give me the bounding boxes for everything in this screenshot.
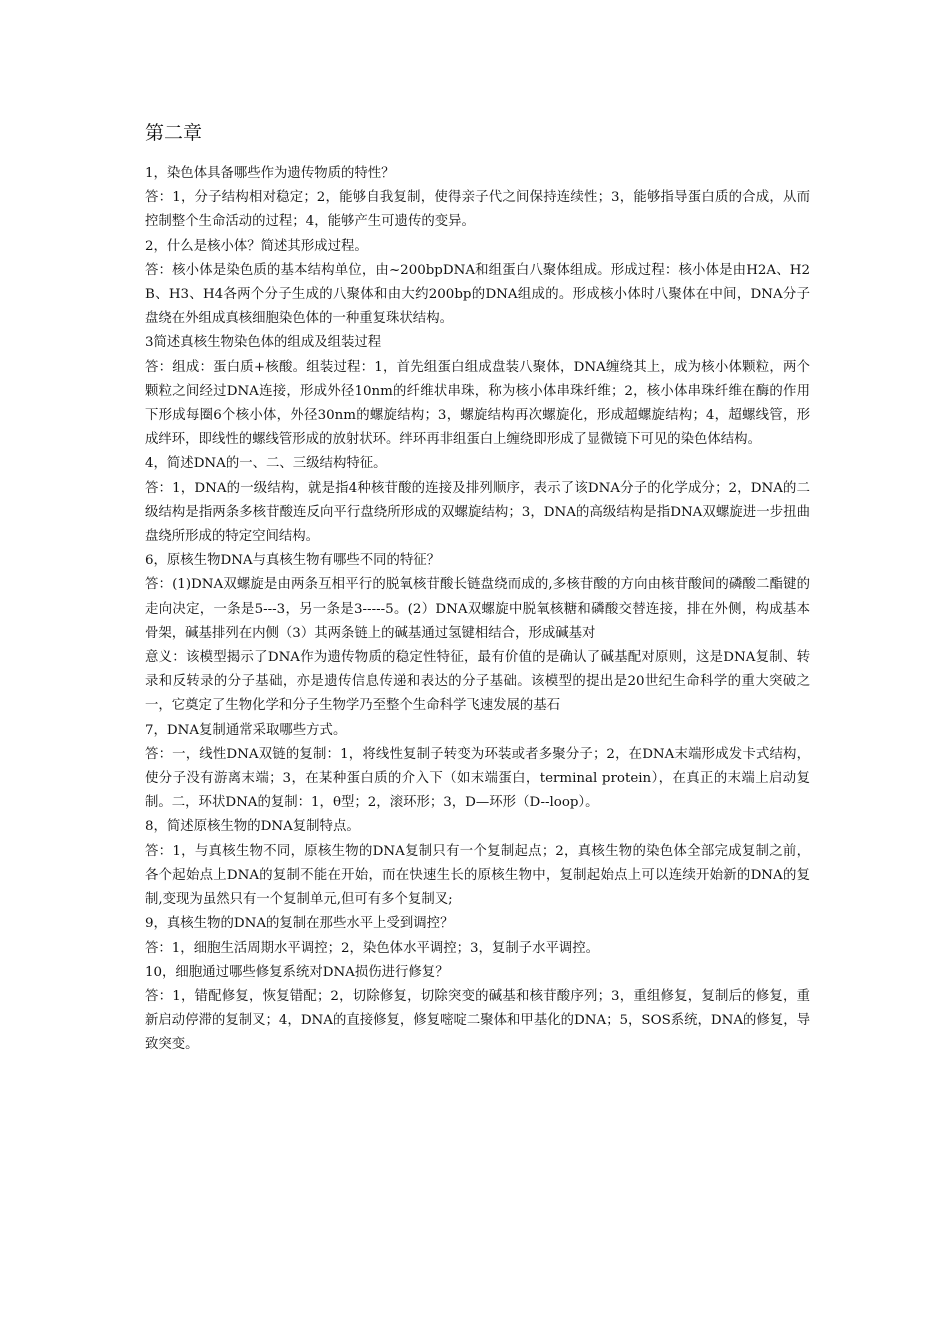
question-10: 10，细胞通过哪些修复系统对DNA损伤进行修复？	[145, 964, 449, 980]
answer-1: 答：1，分子结构相对稳定；2，能够自我复制，使得亲子代之间保持连续性；3，能够指导蛋白质的合成，从而控制整个生命活动的过程；4，能够产生可遗传的变异。	[145, 190, 810, 230]
answer-4: 答：1，DNA的一级结构，就是指4种核苷酸的连接及排列顺序，表示了该DNA分子的化学成分；2，DNA的二级结构是指两条多核苷酸连反向平行盘绕所形成的双螺旋结构；3，DNA的高级结构是指DNA双螺旋进一步扭曲盘绕所形成的特定空间结构。	[145, 480, 810, 545]
answer-2: 答：核小体是染色质的基本结构单位，由~200bpDNA和组蛋白八聚体组成。形成过程：核小体是由H2A、H2B、H3、H4各两个分子生成的八聚体和由大约200bp的DNA组成的。形成核小体时八聚体在中间，DNA分子盘绕在外组成真核细胞染色体的一种重复珠状结构。	[145, 262, 810, 327]
question-2: 2，什么是核小体？简述其形成过程。	[145, 238, 368, 254]
chapter-title: 第二章	[145, 122, 203, 144]
answer-7: 答：一，线性DNA双链的复制：1，将线性复制子转变为环装或者多聚分子；2，在DNA末端形成发卡式结构，使分子没有游离末端；3，在某种蛋白质的介入下（如末端蛋白，terminal protein），在真正的末端上启动复制。二，环状DNA的复制：1，θ型；2，滚环形；3，D—环形（D--loop）。	[145, 746, 810, 811]
answer-6-significance: 意义：该模型揭示了DNA作为遗传物质的稳定性特征，最有价值的是确认了碱基配对原则，这是DNA复制、转录和反转录的分子基础，亦是遗传信息传递和表达的分子基础。该模型的提出是20世纪生命科学的重大突破之一，它奠定了生物化学和分子生物学乃至整个生命科学飞速发展的基石	[145, 650, 810, 714]
question-9: 9，真核生物的DNA的复制在那些水平上受到调控？	[145, 916, 454, 932]
answer-8: 答：1，与真核生物不同，原核生物的DNA复制只有一个复制起点；2，真核生物的染色体全部完成复制之前，各个起始点上DNA的复制不能在开始，而在快速生长的原核生物中，复制起始点上可以连续开始新的DNA的复制,变现为虽然只有一个复制单元,但可有多个复制叉;	[145, 843, 810, 908]
question-1: 1，染色体具备哪些作为遗传物质的特性？	[145, 166, 395, 181]
question-3: 3简述真核生物染色体的组成及组装过程	[145, 335, 382, 351]
answer-3: 答：组成：蛋白质+核酸。组装过程：1，首先组蛋白组成盘装八聚体，DNA缠绕其上，成为核小体颗粒，两个颗粒之间经过DNA连接，形成外径10nm的纤维状串珠，称为核小体串珠纤维；2，核小体串珠纤维在酶的作用下形成每圈6个核小体，外径30nm的螺旋结构；3，螺旋结构再次螺旋化，形成超螺旋结构；4，超螺线管，形成绊环，即线性的螺线管形成的放射状环。绊环再非组蛋白上缠绕即形成了显微镜下可见的染色体结构。	[145, 359, 810, 448]
question-8: 8，简述原核生物的DNA复制特点。	[145, 819, 360, 835]
question-7: 7，DNA复制通常采取哪些方式。	[145, 722, 347, 738]
question-4: 4，简述DNA的一、二、三级结构特征。	[145, 456, 387, 472]
document-page	[145, 118, 810, 1058]
question-6: 6，原核生物DNA与真核生物有哪些不同的特征？	[145, 553, 441, 569]
answer-10: 答：1，错配修复，恢复错配；2，切除修复，切除突变的碱基和核苷酸序列；3，重组修复，复制后的修复，重新启动停滞的复制叉；4，DNA的直接修复，修复嘧啶二聚体和甲基化的DNA；5，SOS系统，DNA的修复，导致突变。	[145, 988, 810, 1053]
answer-9: 答：1，细胞生活周期水平调控；2，染色体水平调控；3，复制子水平调控。	[145, 940, 600, 956]
answer-6: 答：(1)DNA双螺旋是由两条互相平行的脱氧核苷酸长链盘绕而成的,多核苷酸的方向由核苷酸间的磷酸二酯键的走向决定，一条是5---3，另一条是3-----5。(2）DNA双螺旋中脱氧核糖和磷酸交替连接，排在外侧，构成基本骨架，碱基排列在内侧（3）其两条链上的碱基通过氢键相结合，形成碱基对	[145, 577, 810, 641]
